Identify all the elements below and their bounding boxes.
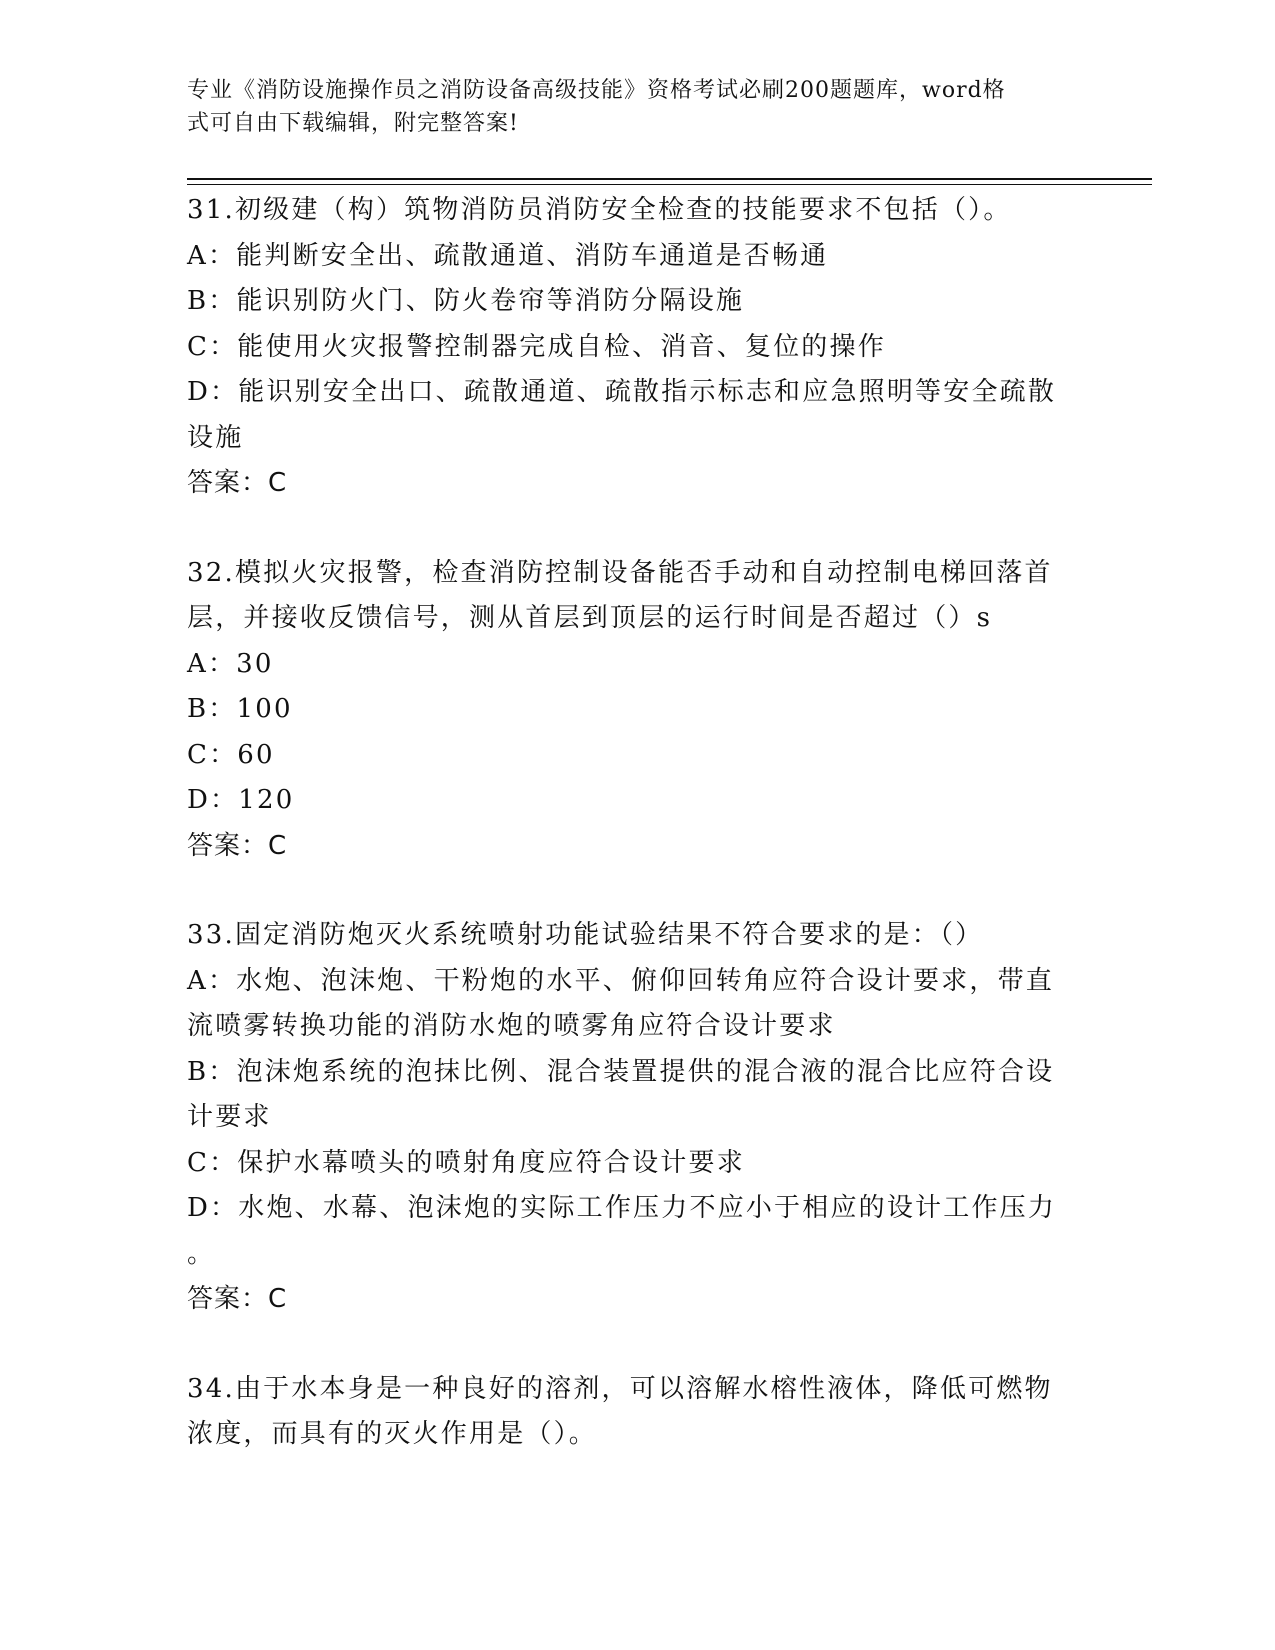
question-stem: 层，并接收反馈信号，测从首层到顶层的运行时间是否超过（）s	[187, 603, 993, 633]
question-stem: 32.模拟火灾报警，检查消防控制设备能否手动和自动控制电梯回落首	[187, 557, 1053, 588]
document-header	[187, 74, 1067, 140]
question-stem: 33.固定消防炮灭火系统喷射功能试验结果不符合要求的是：（）	[187, 920, 984, 950]
question-option: D：120	[187, 785, 295, 815]
question-answer: 答案：C	[187, 830, 288, 861]
question-option: 。	[187, 1238, 216, 1269]
question-stem: 34.由于水本身是一种良好的溶剂，可以溶解水榕性液体，降低可燃物	[187, 1373, 1053, 1404]
question-block	[187, 551, 1067, 870]
question-option: 设施	[187, 422, 244, 453]
question-stem: 31.初级建（构）筑物消防员消防安全检查的技能要求不包括（）。	[187, 195, 1012, 225]
header-line-1: 专业《消防设施操作员之消防设备高级技能》资格考试必刷200题题库，word格	[187, 78, 1006, 103]
question-option: A：30	[187, 648, 274, 679]
question-option: D：能识别安全出口、疏散通道、疏散指示标志和应急照明等安全疏散	[187, 377, 1057, 407]
question-gap	[187, 869, 1067, 913]
question-block	[187, 1367, 1067, 1458]
header-rule-thick	[187, 178, 1152, 180]
question-gap	[187, 507, 1067, 551]
question-option: B：泡沫炮系统的泡抹比例、混合装置提供的混合液的混合比应符合设	[187, 1056, 1055, 1087]
question-list	[187, 188, 1067, 1458]
question-gap	[187, 1323, 1067, 1367]
question-option: C：能使用火灾报警控制器完成自检、消音、复位的操作	[187, 331, 886, 362]
question-stem: 浓度，而具有的灭火作用是（）。	[187, 1419, 598, 1449]
question-option: C：60	[187, 739, 275, 770]
question-block	[187, 188, 1067, 507]
question-option: B：100	[187, 694, 293, 724]
question-option: 流喷雾转换功能的消防水炮的喷雾角应符合设计要求	[187, 1011, 836, 1041]
question-option: A：水炮、泡沫炮、干粉炮的水平、俯仰回转角应符合设计要求，带直	[187, 965, 1054, 996]
question-option: D：水炮、水幕、泡沫炮的实际工作压力不应小于相应的设计工作压力	[187, 1193, 1057, 1223]
question-answer: 答案：C	[187, 1284, 288, 1314]
question-option: A：能判断安全出、疏散通道、消防车通道是否畅通	[187, 240, 829, 271]
header-rule-thin	[187, 184, 1152, 185]
question-block	[187, 913, 1067, 1323]
question-answer: 答案：C	[187, 468, 288, 498]
question-option: 计要求	[187, 1102, 272, 1132]
question-option: B：能识别防火门、防火卷帘等消防分隔设施	[187, 286, 745, 316]
question-option: C：保护水幕喷头的喷射角度应符合设计要求	[187, 1147, 745, 1178]
header-line-2: 式可自由下载编辑，附完整答案!	[187, 111, 519, 136]
